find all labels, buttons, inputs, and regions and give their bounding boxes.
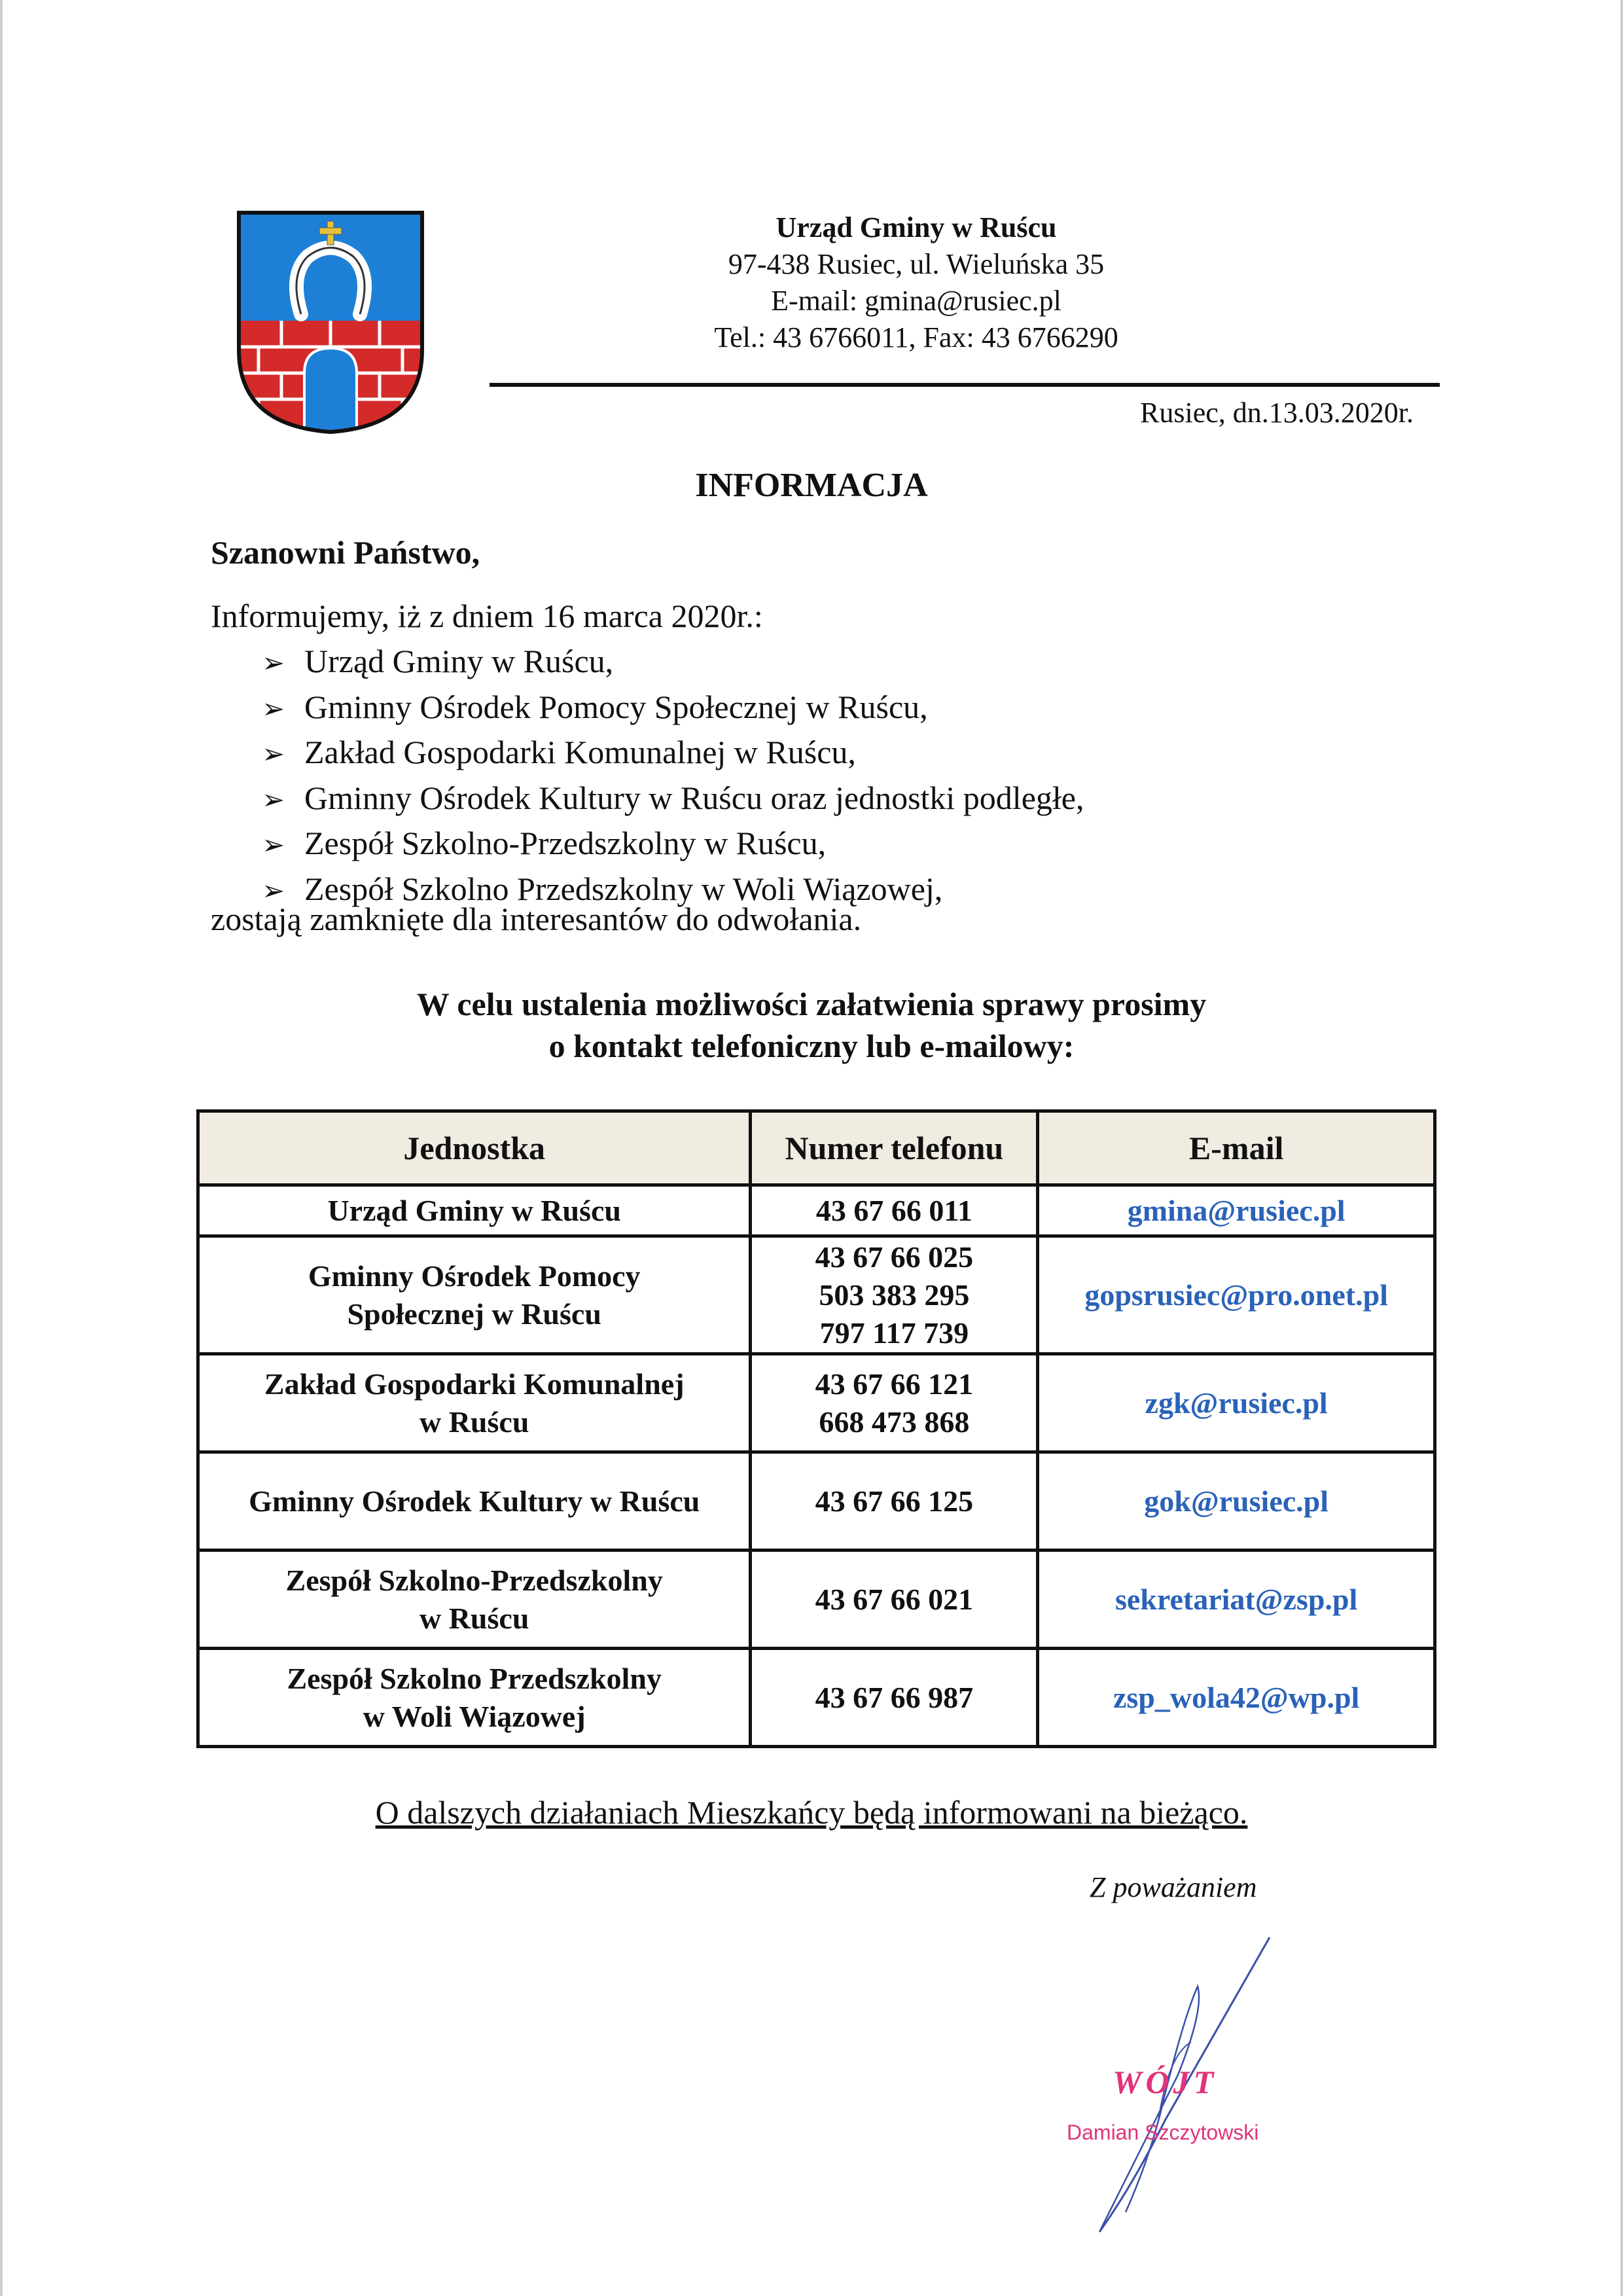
email-link[interactable]: gok@rusiec.pl [1038, 1452, 1435, 1551]
column-header-phone: Numer telefonu [751, 1111, 1038, 1185]
table-row [198, 1236, 1435, 1354]
table-row [198, 1354, 1435, 1452]
phone-cell: 43 67 66 025 503 383 295 797 117 739 [751, 1236, 1038, 1354]
intro-text: Informujemy, iż z dniem 16 marca 2020r.: [211, 598, 763, 634]
arrow-bullet-icon: ➢ [262, 876, 285, 906]
list-item: ➢ Urząd Gminy w Ruścu, [262, 640, 1084, 686]
email-link[interactable]: gopsrusiec@pro.onet.pl [1038, 1236, 1435, 1354]
unit-cell: Urząd Gminy w Ruścu [198, 1185, 751, 1236]
letterhead [589, 209, 1243, 356]
phone-cell: 43 67 66 987 [751, 1649, 1038, 1747]
phone-cell: 43 67 66 011 [751, 1185, 1038, 1236]
email-link[interactable]: zsp_wola42@wp.pl [1038, 1649, 1435, 1747]
closed-units-list [262, 640, 1084, 913]
arrow-bullet-icon: ➢ [262, 785, 285, 816]
email-link[interactable]: zgk@rusiec.pl [1038, 1354, 1435, 1452]
phone-cell: 43 67 66 021 [751, 1551, 1038, 1649]
arrow-bullet-icon: ➢ [262, 740, 285, 770]
organization-address: 97-438 Rusiec, ul. Wieluńska 35 [728, 248, 1105, 280]
organization-email: E-mail: gmina@rusiec.pl [771, 285, 1061, 317]
list-item: ➢ Zespół Szkolno Przedszkolny w Woli Wiązowej, [262, 868, 1084, 914]
stamp-title: WÓJT [1113, 2064, 1218, 2100]
arrow-bullet-icon: ➢ [262, 694, 285, 725]
unit-cell: Zespół Szkolno Przedszkolny w Woli Wiązowej [198, 1649, 751, 1747]
table-row [198, 1185, 1435, 1236]
closure-notice: zostają zamknięte dla interesantów do odwołania. [211, 901, 862, 937]
organization-name: Urząd Gminy w Ruścu [776, 211, 1057, 243]
email-link[interactable]: sekretariat@zsp.pl [1038, 1551, 1435, 1649]
arrow-bullet-icon: ➢ [262, 649, 285, 679]
column-header-email: E-mail [1038, 1111, 1435, 1185]
unit-cell: Gminny Ośrodek Pomocy Społecznej w Ruścu [198, 1236, 751, 1354]
list-item: ➢ Gminny Ośrodek Kultury w Ruścu oraz jednostki podległe, [262, 777, 1084, 823]
phone-cell: 43 67 66 125 [751, 1452, 1038, 1551]
document-title: INFORMACJA [695, 467, 928, 504]
phone-cell: 43 67 66 121 668 473 868 [751, 1354, 1038, 1452]
table-row [198, 1649, 1435, 1747]
regards-text: Z poważaniem [1090, 1871, 1257, 1903]
unit-cell: Zakład Gospodarki Komunalnej w Ruścu [198, 1354, 751, 1452]
contacts-table [196, 1109, 1436, 1748]
list-item: ➢ Gminny Ośrodek Pomocy Społecznej w Ruścu, [262, 686, 1084, 732]
list-item: ➢ Zespół Szkolno-Przedszkolny w Ruścu, [262, 822, 1084, 868]
column-header-unit: Jednostka [198, 1111, 751, 1185]
list-item: ➢ Zakład Gospodarki Komunalnej w Ruścu, [262, 731, 1084, 777]
email-link[interactable]: gmina@rusiec.pl [1038, 1185, 1435, 1236]
unit-cell: Gminny Ośrodek Kultury w Ruścu [198, 1452, 751, 1551]
table-row [198, 1452, 1435, 1551]
arrow-bullet-icon: ➢ [262, 831, 285, 861]
header-divider [490, 383, 1440, 387]
organization-phone: Tel.: 43 6766011, Fax: 43 6766290 [714, 321, 1118, 353]
coat-of-arms-logo [236, 209, 425, 435]
unit-cell: Zespół Szkolno-Przedszkolny w Ruścu [198, 1551, 751, 1649]
contact-request: W celu ustalenia możliwości załatwienia sprawy prosimy o kontakt telefoniczny lub e-mailowy: [416, 986, 1207, 1064]
final-note: O dalszych działaniach Mieszkańcy będą informowani na bieżąco. [375, 1794, 1248, 1831]
greeting: Szanowni Państwo, [211, 534, 480, 571]
table-row [198, 1551, 1435, 1649]
stamp-name: Damian Szczytowski [1067, 2121, 1259, 2144]
table-header-row [198, 1111, 1435, 1185]
document-date: Rusiec, dn.13.03.2020r. [1140, 397, 1414, 429]
